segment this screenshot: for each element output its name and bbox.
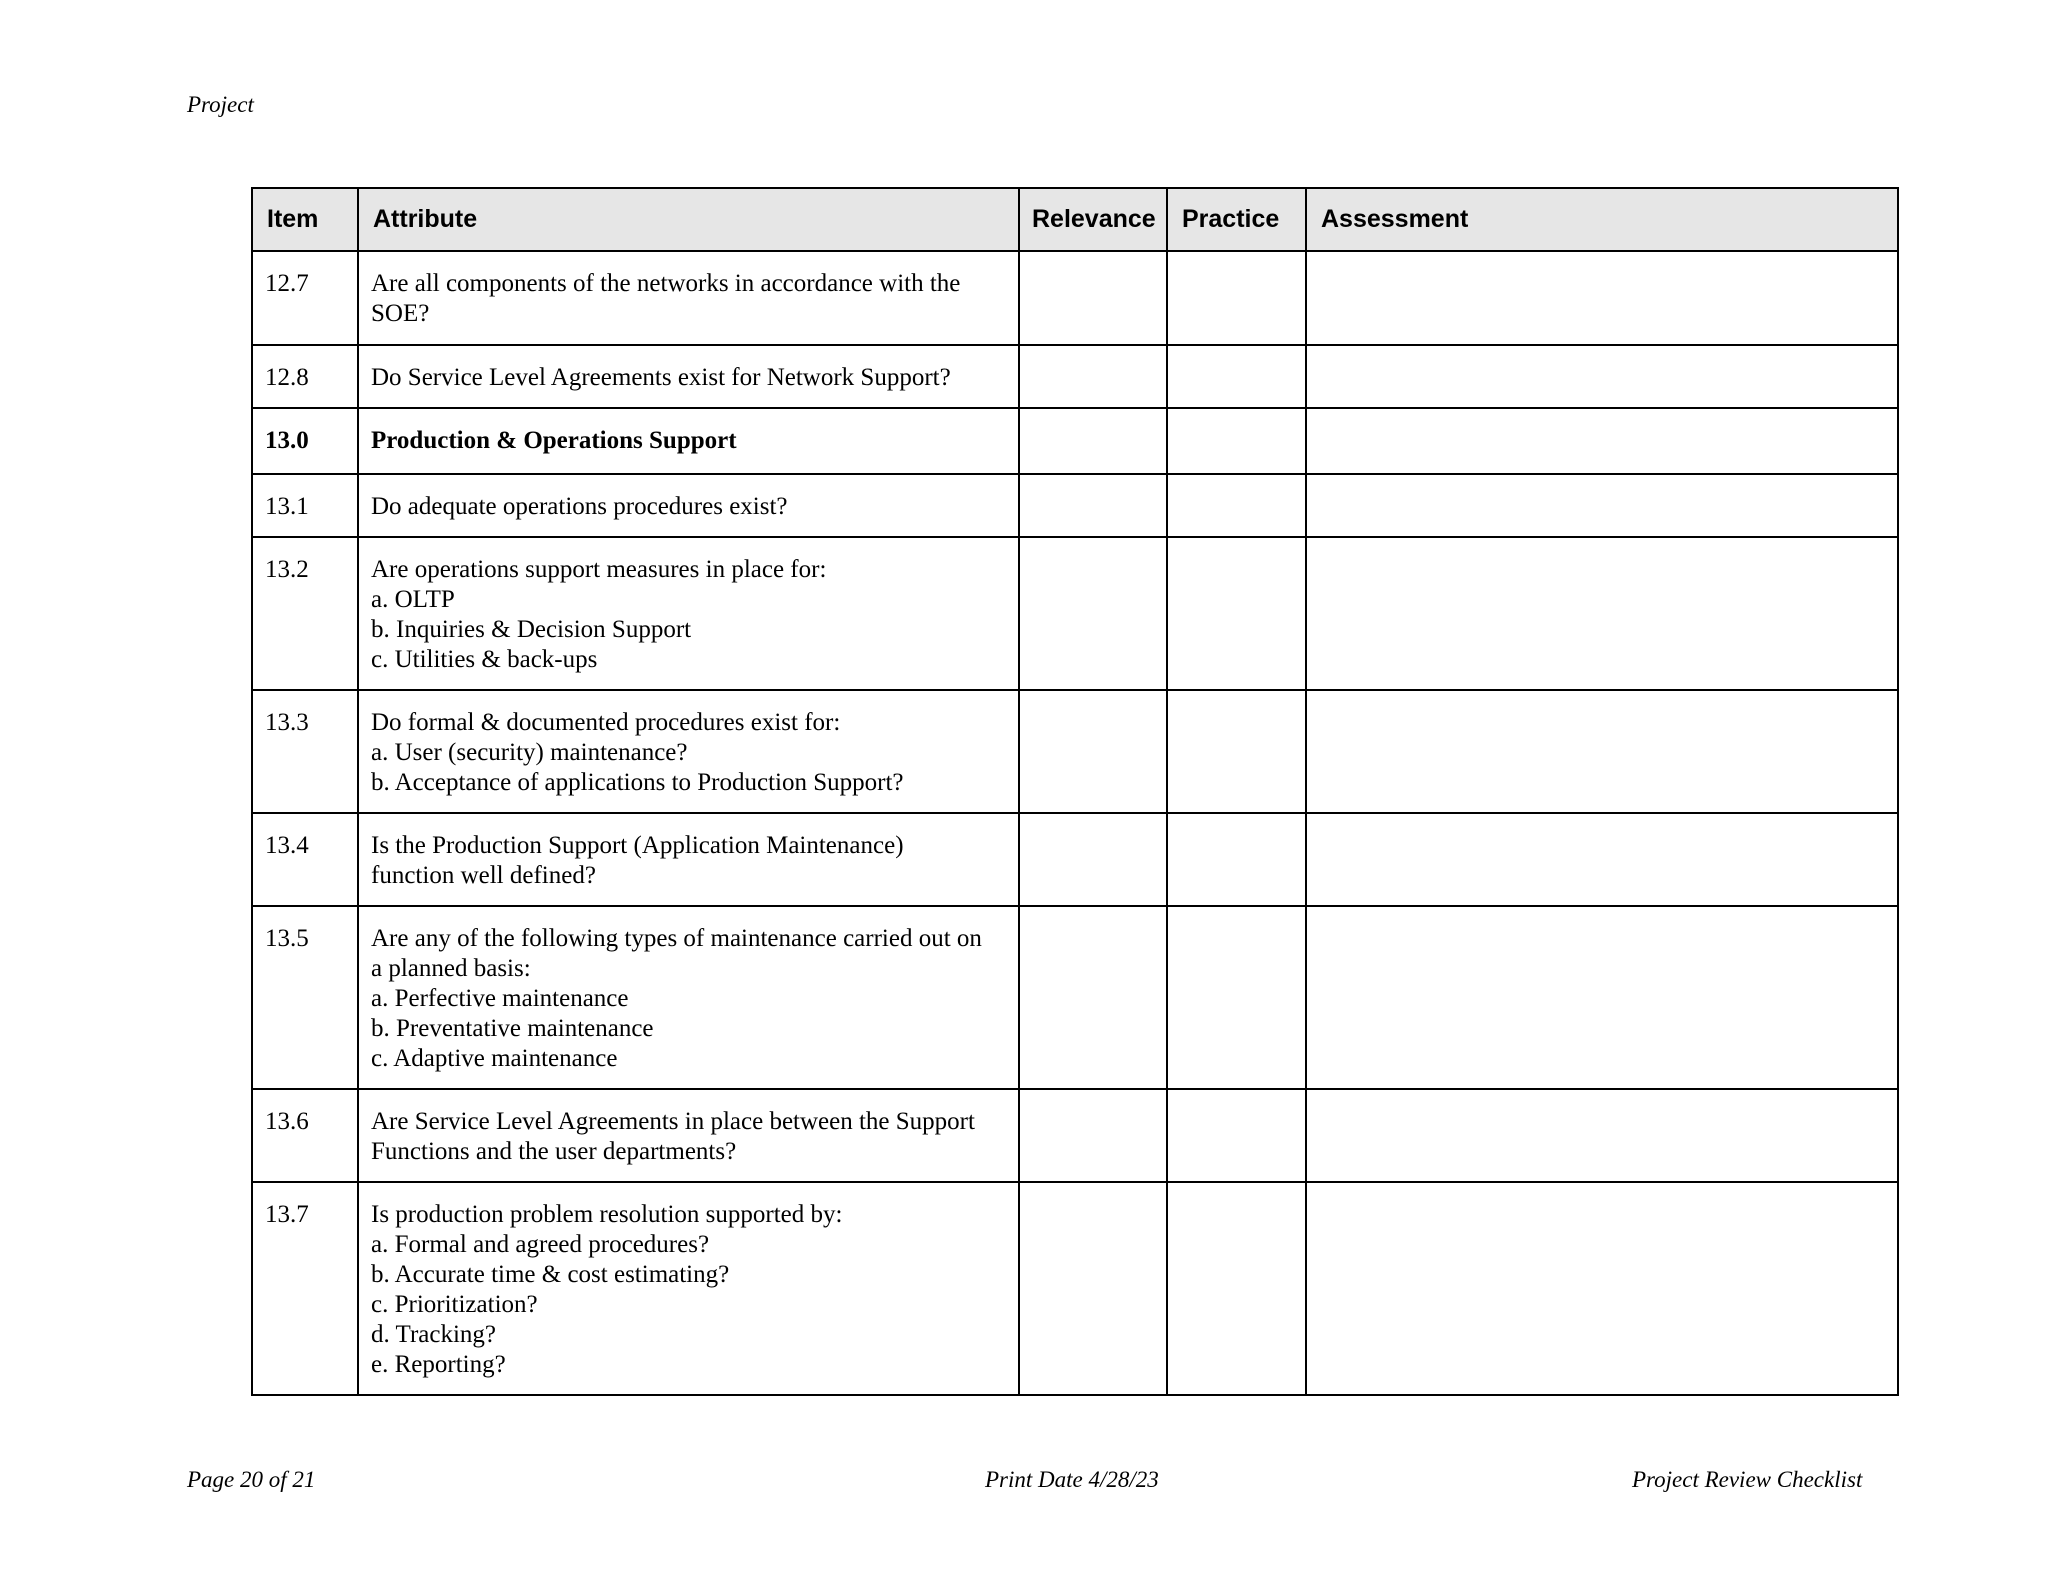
attribute-line: a. User (security) maintenance? [371, 739, 688, 766]
assessment-cell [1306, 345, 1898, 408]
assessment-cell [1306, 813, 1898, 906]
practice-cell [1167, 345, 1306, 408]
practice-cell [1167, 474, 1306, 537]
item-number-cell: 13.3 [252, 690, 358, 813]
attribute-line: a. Perfective maintenance [371, 985, 629, 1012]
table-row [252, 906, 1898, 1089]
table-row [252, 813, 1898, 906]
assessment-cell [1306, 1182, 1898, 1395]
page-header: Project [187, 92, 254, 117]
attribute-line: Do formal & documented procedures exist for: [371, 709, 841, 736]
attribute-line: c. Prioritization? [371, 1291, 538, 1318]
assessment-cell [1306, 537, 1898, 690]
practice-cell [1167, 251, 1306, 345]
table-row [252, 345, 1898, 408]
attribute-line: b. Preventative maintenance [371, 1015, 654, 1042]
attribute-line: e. Reporting? [371, 1351, 506, 1378]
relevance-cell [1019, 690, 1167, 813]
item-number-cell: 12.8 [252, 345, 358, 408]
practice-cell [1167, 408, 1306, 474]
attribute-cell [358, 1182, 1019, 1395]
column-header-assessment: Assessment [1306, 188, 1898, 251]
assessment-cell [1306, 1089, 1898, 1182]
practice-cell [1167, 690, 1306, 813]
attribute-line: Are operations support measures in place for: [371, 556, 827, 583]
practice-cell [1167, 813, 1306, 906]
column-header-practice: Practice [1167, 188, 1306, 251]
attribute-line: a. OLTP [371, 586, 455, 613]
item-number-cell: 13.5 [252, 906, 358, 1089]
checklist-table [251, 187, 1899, 1396]
relevance-cell [1019, 474, 1167, 537]
attribute-line: Are any of the following types of maintenance carried out on [371, 925, 982, 952]
section-row [252, 408, 1898, 474]
attribute-line: SOE? [371, 300, 430, 327]
attribute-line: Do Service Level Agreements exist for Network Support? [371, 364, 951, 391]
item-number-cell: 13.1 [252, 474, 358, 537]
practice-cell [1167, 906, 1306, 1089]
assessment-cell [1306, 251, 1898, 345]
column-header-relevance: Relevance [1019, 188, 1167, 251]
relevance-cell [1019, 251, 1167, 345]
table-row [252, 690, 1898, 813]
item-number-cell: 12.7 [252, 251, 358, 345]
attribute-line: Is production problem resolution supported by: [371, 1201, 843, 1228]
attribute-cell [358, 537, 1019, 690]
assessment-cell [1306, 906, 1898, 1089]
attribute-line: Is the Production Support (Application Maintenance) [371, 832, 904, 859]
assessment-cell [1306, 408, 1898, 474]
item-number-cell: 13.6 [252, 1089, 358, 1182]
assessment-cell [1306, 690, 1898, 813]
item-number-cell: 13.0 [252, 408, 358, 474]
item-number-cell: 13.4 [252, 813, 358, 906]
attribute-cell [358, 1089, 1019, 1182]
practice-cell [1167, 1089, 1306, 1182]
attribute-line: c. Adaptive maintenance [371, 1045, 618, 1072]
table-row [252, 474, 1898, 537]
item-number-cell: 13.2 [252, 537, 358, 690]
table-row [252, 537, 1898, 690]
footer-page-number: Page 20 of 21 [187, 1467, 316, 1492]
footer-print-date: Print Date 4/28/23 [985, 1467, 1159, 1492]
attribute-line: a. Formal and agreed procedures? [371, 1231, 710, 1258]
relevance-cell [1019, 813, 1167, 906]
attribute-line: Production & Operations Support [371, 427, 737, 454]
attribute-line: d. Tracking? [371, 1321, 496, 1348]
attribute-line: b. Inquiries & Decision Support [371, 616, 692, 643]
attribute-cell [358, 408, 1019, 474]
attribute-line: b. Accurate time & cost estimating? [371, 1261, 730, 1288]
attribute-cell [358, 690, 1019, 813]
attribute-line: Are Service Level Agreements in place between the Support [371, 1108, 975, 1135]
relevance-cell [1019, 345, 1167, 408]
attribute-line: function well defined? [371, 862, 596, 889]
column-header-attribute: Attribute [358, 188, 1019, 251]
practice-cell [1167, 1182, 1306, 1395]
relevance-cell [1019, 906, 1167, 1089]
attribute-line: Functions and the user departments? [371, 1138, 737, 1165]
attribute-line: b. Acceptance of applications to Production Support? [371, 769, 904, 796]
table-body [252, 251, 1898, 1395]
column-header-item: Item [252, 188, 358, 251]
attribute-line: Do adequate operations procedures exist? [371, 493, 788, 520]
footer-document-title: Project Review Checklist [1632, 1467, 1863, 1492]
relevance-cell [1019, 408, 1167, 474]
attribute-cell [358, 474, 1019, 537]
table-row [252, 251, 1898, 345]
table-header-row [252, 188, 1898, 251]
relevance-cell [1019, 1089, 1167, 1182]
attribute-line: a planned basis: [371, 955, 531, 982]
relevance-cell [1019, 1182, 1167, 1395]
attribute-line: Are all components of the networks in accordance with the [371, 270, 961, 297]
table-row [252, 1089, 1898, 1182]
attribute-cell [358, 345, 1019, 408]
attribute-cell [358, 906, 1019, 1089]
assessment-cell [1306, 474, 1898, 537]
attribute-cell [358, 813, 1019, 906]
attribute-cell [358, 251, 1019, 345]
item-number-cell: 13.7 [252, 1182, 358, 1395]
table-row [252, 1182, 1898, 1395]
relevance-cell [1019, 537, 1167, 690]
practice-cell [1167, 537, 1306, 690]
attribute-line: c. Utilities & back-ups [371, 646, 598, 673]
